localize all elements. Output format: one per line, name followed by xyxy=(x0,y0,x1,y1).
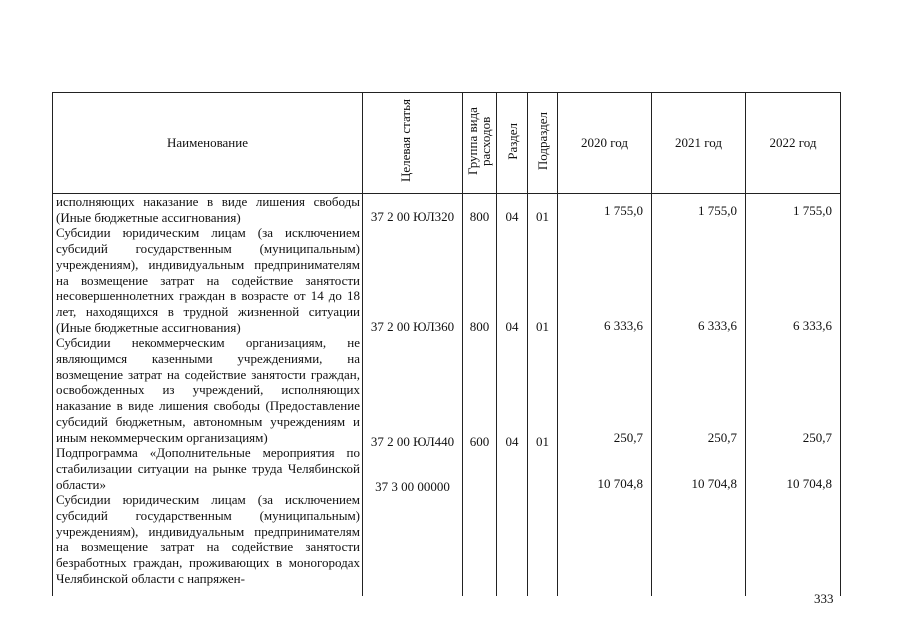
code-row-3: 37 2 00 ЮЛ440 xyxy=(370,434,455,449)
code-column xyxy=(363,194,463,597)
y2021-row-4: 10 704,8 xyxy=(691,476,737,491)
header-target-article: Целевая статья xyxy=(363,93,463,194)
y2022-row-3: 250,7 xyxy=(802,430,832,445)
header-2022: 2022 год xyxy=(746,93,841,194)
subsection-row-1: 01 xyxy=(536,209,549,224)
y2022-row-4: 10 704,8 xyxy=(786,476,832,491)
name-block-5: Субсидии юридическим лицам (за исключением субсидий государственным (муниципальным) учреждениям), индивидуальным предпринимателям на возмещение затрат на содействие занятости безработных граждан, проживающих в моногородах Челябинской области с напряжен- xyxy=(56,492,360,586)
name-block-1: исполняющих наказание в виде лишения свободы (Иные бюджетные ассигнования) xyxy=(56,194,360,225)
group-row-2: 800 xyxy=(469,319,490,334)
y2021-row-2: 6 333,6 xyxy=(698,318,737,333)
name-stack xyxy=(56,194,360,596)
y2021-row-1: 1 755,0 xyxy=(698,203,737,218)
year-2020-column xyxy=(558,194,652,597)
subsection-row-2: 01 xyxy=(536,319,549,334)
header-2021: 2021 год xyxy=(652,93,746,194)
y2022-row-1: 1 755,0 xyxy=(793,203,832,218)
section-row-3: 04 xyxy=(505,434,519,449)
header-section: Раздел xyxy=(497,93,528,194)
group-row-1: 800 xyxy=(469,209,490,224)
y2020-row-4: 10 704,8 xyxy=(597,476,643,491)
page-number: 333 xyxy=(814,591,834,606)
subsection-column xyxy=(528,194,558,597)
y2020-row-3: 250,7 xyxy=(613,430,643,445)
section-row-2: 04 xyxy=(505,319,519,334)
y2021-row-3: 250,7 xyxy=(707,430,737,445)
header-name: Наименование xyxy=(53,93,363,194)
code-row-1: 37 2 00 ЮЛ320 xyxy=(370,209,455,224)
y2020-row-2: 6 333,6 xyxy=(604,318,643,333)
name-column xyxy=(53,194,363,597)
code-row-2: 37 2 00 ЮЛ360 xyxy=(370,319,455,334)
header-2020: 2020 год xyxy=(558,93,652,194)
table-body-row xyxy=(53,194,841,597)
y2022-row-2: 6 333,6 xyxy=(793,318,832,333)
name-block-2: Субсидии юридическим лицам (за исключением субсидий государственным (муниципальным) учреждениям), индивидуальным предпринимателям на возмещение затрат на содействие занятости несовершеннолетних граждан в возрасте от 14 до 18 лет, находящихся в трудной жизненной ситуации (Иные бюджетные ассигнования) xyxy=(56,225,360,335)
y2020-row-1: 1 755,0 xyxy=(604,203,643,218)
header-subsection: Подраздел xyxy=(528,93,558,194)
section-row-1: 04 xyxy=(505,209,519,224)
name-block-3: Субсидии некоммерческим организациям, не являющимся казенными учреждениями, на возмещение затрат на содействие занятости граждан, освобожденных из учреждений, исполняющих наказание в виде лишения свободы (Предоставление субсидий бюджетным, автономным учреждениям и иным некоммерческим организациям) xyxy=(56,335,360,445)
budget-table-wrapper xyxy=(52,92,840,596)
year-2022-column xyxy=(746,194,841,597)
name-block-4: Подпрограмма «Дополнительные мероприятия по стабилизации ситуации на рынке труда Челябинской области» xyxy=(56,445,360,492)
header-expense-group: Группа вида расходов xyxy=(463,93,497,194)
code-row-4: 37 3 00 00000 xyxy=(375,479,450,494)
budget-table xyxy=(52,92,841,596)
header-row xyxy=(53,93,841,194)
group-column xyxy=(463,194,497,597)
subsection-row-3: 01 xyxy=(536,434,549,449)
section-column xyxy=(497,194,528,597)
group-row-3: 600 xyxy=(469,434,490,449)
year-2021-column xyxy=(652,194,746,597)
